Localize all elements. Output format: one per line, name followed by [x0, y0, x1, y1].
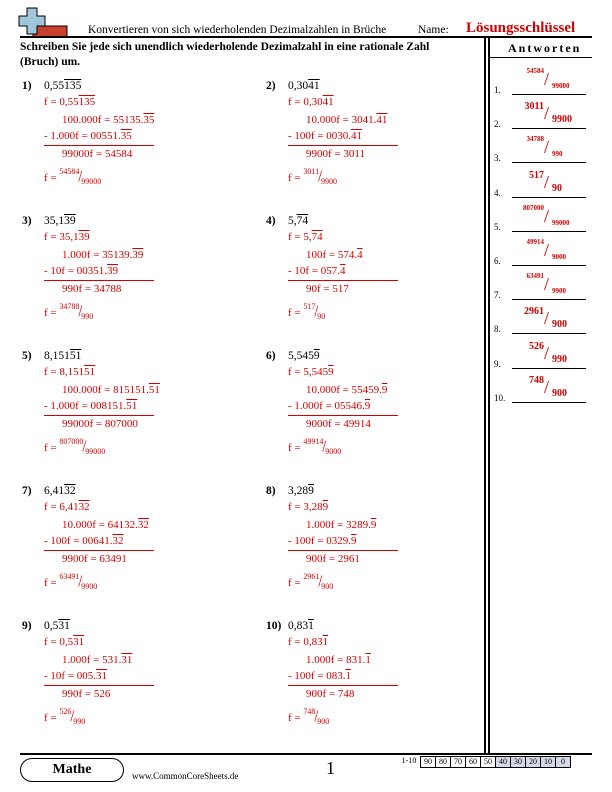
repeating-digits: 1: [322, 636, 329, 648]
step-result: 900f = 2961: [306, 553, 360, 565]
step-fraction: $f = ^{807000}/_{99000}$: [44, 437, 106, 457]
answer-numerator: 3011: [524, 101, 544, 113]
score-cell: 10: [540, 756, 556, 768]
fraction-numerator: 34788: [59, 302, 80, 311]
answer-numerator: 517: [529, 169, 544, 181]
fraction-slash: /: [78, 303, 83, 322]
problem-question: 0,831: [288, 620, 314, 632]
problem-number: 9): [22, 620, 32, 632]
fraction-slash: /: [322, 438, 327, 457]
step-multiply-high: 1.000f = 35139.39: [62, 249, 144, 261]
step-fraction: $f = ^{49914}/_{9000}$: [288, 437, 342, 457]
step-define: f = 0,831: [288, 636, 329, 648]
step-result: 990f = 34788: [62, 283, 122, 295]
answer-1: [492, 63, 592, 97]
step-define: f = 3,289: [288, 501, 329, 513]
problem-1: [22, 80, 242, 205]
score-scale: [398, 756, 571, 768]
fraction-slash: /: [70, 708, 75, 727]
problem-9: [22, 620, 242, 745]
answer-4: [492, 166, 592, 200]
answer-slash: /: [544, 103, 550, 124]
step-multiply-high: 1.000f = 531.31: [62, 654, 133, 666]
answer-number: 3.: [494, 153, 501, 164]
repeating-digits: 1: [365, 654, 371, 666]
answers-heading-rule: [490, 57, 592, 58]
step-define: f = 6,4132: [44, 501, 90, 513]
subtraction-rule: [288, 685, 398, 686]
answer-denominator: 9000: [552, 253, 566, 261]
answer-7: [492, 268, 592, 302]
step-fraction: $f = ^{2961}/_{900}$: [288, 572, 334, 592]
score-cell: 50: [480, 756, 496, 768]
step-multiply-low: - 1.000f = 00551.35: [44, 130, 132, 142]
score-cell: 80: [435, 756, 451, 768]
repeating-digits: 135: [64, 80, 82, 92]
fraction-denominator: 99000: [85, 447, 106, 456]
step-multiply-high: 100f = 574.4: [306, 249, 363, 261]
step-result: 99000f = 54584: [62, 148, 133, 160]
repeating-digits: 9: [364, 400, 371, 412]
answer-slash: /: [544, 205, 550, 226]
answer-6: [492, 234, 592, 268]
problem-number: 8): [266, 485, 276, 497]
answer-number: 4.: [494, 187, 501, 198]
fraction-slash: /: [314, 303, 319, 322]
problem-number: 7): [22, 485, 32, 497]
repeating-digits: 74: [296, 215, 309, 227]
fraction-denominator: 9900: [81, 582, 98, 591]
subtraction-rule: [288, 280, 398, 281]
answer-number: 2.: [494, 119, 501, 130]
repeating-digits: 4: [357, 249, 363, 261]
answer-slash: /: [544, 274, 550, 295]
answer-denominator: 990: [552, 353, 567, 365]
repeating-digits: 32: [64, 485, 76, 497]
problem-question: 0,3041: [288, 80, 320, 92]
fraction-numerator: 526: [59, 707, 72, 716]
step-define: f = 0,531: [44, 636, 85, 648]
answer-denominator: 900: [552, 387, 567, 399]
problem-number: 3): [22, 215, 32, 227]
problem-number: 6): [266, 350, 276, 362]
answer-line: [512, 94, 586, 95]
answer-number: 9.: [494, 358, 501, 369]
repeating-digits: 9: [328, 366, 334, 378]
fraction-slash: /: [78, 168, 83, 187]
repeating-digits: 31: [73, 636, 85, 648]
answer-2: [492, 97, 592, 131]
step-multiply-low: - 10f = 057.4: [288, 265, 346, 277]
step-multiply-low: - 10f = 00351.39: [44, 265, 119, 277]
worksheet-title: Konvertieren von sich wiederholenden Dezimalzahlen in Brüche: [88, 24, 387, 36]
step-multiply-high: 100.000f = 815151.51: [62, 384, 160, 396]
answer-denominator: 9900: [552, 287, 566, 296]
fraction-numerator: 49914: [303, 437, 324, 446]
problem-question: 0,531: [44, 620, 70, 632]
step-fraction: $f = ^{517}/_{90}$: [288, 302, 326, 322]
step-result: 99000f = 807000: [62, 418, 138, 430]
fraction-denominator: 900: [317, 717, 330, 726]
name-label: Name:: [418, 24, 449, 36]
answer-denominator: 99000: [552, 218, 570, 227]
problem-4: [266, 215, 486, 340]
step-fraction: $f = ^{63491}/_{9900}$: [44, 572, 98, 592]
fraction-numerator: 3011: [303, 167, 320, 176]
column-divider-2: [488, 36, 490, 754]
step-define: f = 0,3041: [288, 96, 334, 108]
problem-question: 5,74: [288, 215, 309, 227]
problem-3: [22, 215, 242, 340]
step-multiply-low: - 100f = 0329.9: [288, 535, 357, 547]
fraction-denominator: 990: [81, 312, 94, 321]
step-define: f = 5,5459: [288, 366, 334, 378]
repeating-digits: 1: [308, 620, 314, 632]
repeating-digits: 32: [112, 535, 124, 547]
answer-slash: /: [544, 308, 550, 329]
step-define: f = 8,15151: [44, 366, 96, 378]
step-multiply-high: 100.000f = 55135.35: [62, 114, 155, 126]
answer-slash: /: [544, 240, 550, 260]
answer-number: 6.: [494, 256, 501, 266]
fraction-numerator: 54584: [59, 167, 80, 176]
answer-10: [492, 371, 592, 405]
repeating-digits: 39: [64, 215, 76, 227]
repeating-digits: 1: [345, 670, 352, 682]
answer-number: 8.: [494, 324, 501, 335]
problem-question: 3,289: [288, 485, 314, 497]
repeating-digits: 51: [126, 400, 138, 412]
step-define: f = 5,74: [288, 231, 323, 243]
problem-question: 0,55135: [44, 80, 82, 92]
problem-question: 35,139: [44, 215, 76, 227]
answer-numerator: 54584: [526, 67, 544, 75]
repeating-digits: 35: [143, 114, 155, 126]
fraction-denominator: 9900: [320, 177, 337, 186]
step-result: 990f = 526: [62, 688, 111, 700]
header-rule: [20, 36, 592, 38]
repeating-digits: 9: [308, 485, 314, 497]
answer-number: 7.: [494, 290, 501, 301]
answer-slash: /: [544, 137, 550, 158]
step-multiply-high: 10.000f = 55459.9: [306, 384, 388, 396]
subtraction-rule: [44, 685, 154, 686]
fraction-denominator: 90: [317, 312, 326, 321]
subtraction-rule: [44, 280, 154, 281]
score-cell: 40: [495, 756, 511, 768]
logo-plus-icon: [17, 6, 69, 38]
answer-numerator: 49914: [526, 238, 544, 246]
step-fraction: $f = ^{526}/_{990}$: [44, 707, 86, 727]
subtraction-rule: [44, 415, 154, 416]
score-cell: 90: [420, 756, 436, 768]
fraction-numerator: 748: [303, 707, 316, 716]
score-cell: 30: [510, 756, 526, 768]
step-multiply-high: 10.000f = 64132.32: [62, 519, 149, 531]
footer-rule: [20, 753, 592, 755]
repeating-digits: 9: [351, 535, 357, 547]
problem-question: 5,5459: [288, 350, 320, 362]
fraction-denominator: 990: [73, 717, 86, 726]
repeating-digits: 41: [351, 130, 363, 142]
step-result: 900f = 748: [306, 688, 355, 700]
step-result: 90f = 517: [306, 283, 349, 295]
step-multiply-low: - 100f = 00641.32: [44, 535, 124, 547]
repeating-digits: 9: [322, 501, 329, 513]
repeating-digits: 39: [107, 265, 119, 277]
problem-6: [266, 350, 486, 475]
repeating-digits: 9: [381, 384, 388, 396]
repeating-digits: 32: [137, 519, 149, 531]
subject-badge: Mathe: [20, 758, 124, 782]
problem-question: 6,4132: [44, 485, 76, 497]
step-fraction: $f = ^{3011}/_{9900}$: [288, 167, 337, 187]
step-multiply-low: - 1.000f = 008151.51: [44, 400, 138, 412]
repeating-digits: 51: [84, 366, 96, 378]
subtraction-rule: [288, 145, 398, 146]
step-result: 9000f = 49914: [306, 418, 371, 430]
score-cell: 20: [525, 756, 541, 768]
repeating-digits: 31: [121, 654, 133, 666]
answer-9: [492, 337, 592, 371]
answer-line: [512, 402, 586, 403]
repeating-digits: 9: [313, 350, 320, 362]
problem-number: 5): [22, 350, 32, 362]
step-multiply-high: 10.000f = 3041.41: [306, 114, 388, 126]
fraction-slash: /: [82, 438, 87, 457]
repeating-digits: 39: [132, 249, 144, 261]
fraction-denominator: 9000: [325, 447, 342, 456]
step-result: 9900f = 63491: [62, 553, 127, 565]
problem-question: 8,15151: [44, 350, 82, 362]
repeating-digits: 41: [376, 114, 388, 126]
repeating-digits: 31: [96, 670, 108, 682]
page-number: 1: [326, 758, 335, 778]
answer-denominator: 9900: [552, 114, 572, 126]
answer-slash: /: [544, 69, 550, 89]
step-multiply-low: - 1.000f = 05546.9: [288, 400, 371, 412]
subtraction-rule: [288, 415, 398, 416]
problem-8: [266, 485, 486, 610]
repeating-digits: 51: [69, 350, 82, 362]
repeating-digits: 74: [311, 231, 323, 243]
answer-denominator: 990: [552, 150, 563, 159]
step-define: f = 0,55135: [44, 96, 96, 108]
site-url[interactable]: www.CommonCoreSheets.de: [132, 771, 239, 781]
answer-number: 1.: [494, 85, 501, 95]
answer-line: [512, 333, 586, 334]
answer-numerator: 34788: [526, 135, 544, 144]
fraction-slash: /: [318, 573, 323, 592]
score-cell: 0: [555, 756, 571, 768]
step-fraction: $f = ^{748}/_{900}$: [288, 707, 330, 727]
repeating-digits: 31: [58, 620, 70, 632]
answers-heading: Antworten: [508, 41, 582, 55]
answer-line: [512, 128, 586, 129]
answer-key-label: Lösungsschlüssel: [466, 20, 576, 36]
fraction-slash: /: [78, 573, 83, 592]
repeating-digits: 9: [370, 519, 377, 531]
repeating-digits: 41: [308, 80, 320, 92]
step-result: 9900f = 3011: [306, 148, 365, 160]
step-multiply-low: - 100f = 0030.41: [288, 130, 363, 142]
problem-2: [266, 80, 486, 205]
answer-8: [492, 302, 592, 336]
subtraction-rule: [44, 550, 154, 551]
answer-number: 5.: [494, 221, 501, 232]
answer-line: [512, 197, 586, 198]
answer-line: [512, 299, 586, 300]
answer-line: [512, 265, 586, 266]
fraction-numerator: 2961: [303, 572, 320, 581]
repeating-digits: 135: [78, 96, 96, 108]
answer-numerator: 526: [529, 340, 544, 352]
answer-denominator: 90: [552, 182, 562, 194]
problem-number: 2): [266, 80, 276, 92]
answer-slash: /: [544, 342, 550, 363]
step-multiply-low: - 10f = 005.31: [44, 670, 108, 682]
fraction-slash: /: [314, 708, 319, 727]
fraction-numerator: 807000: [59, 437, 84, 446]
problem-7: [22, 485, 242, 610]
step-multiply-low: - 100f = 083.1: [288, 670, 352, 682]
subtraction-rule: [288, 550, 398, 551]
repeating-digits: 4: [340, 265, 346, 277]
repeating-digits: 39: [78, 231, 90, 243]
score-scale-label: 1-10: [401, 756, 417, 765]
repeating-digits: 35: [120, 130, 132, 142]
answer-line: [512, 368, 586, 369]
answer-denominator: 99000: [552, 82, 570, 90]
answer-number: 10.: [494, 392, 506, 403]
answer-numerator: 748: [529, 374, 544, 386]
fraction-denominator: 99000: [81, 177, 102, 186]
answer-3: [492, 131, 592, 165]
step-multiply-high: 1.000f = 831.1: [306, 654, 371, 666]
answer-numerator: 807000: [523, 203, 544, 212]
answer-5: [492, 200, 592, 234]
repeating-digits: 32: [78, 501, 90, 513]
problem-number: 4): [266, 215, 276, 227]
answer-line: [512, 162, 586, 163]
problem-number: 10): [266, 620, 282, 632]
step-multiply-high: 1.000f = 3289.9: [306, 519, 377, 531]
answer-numerator: 63491: [526, 272, 544, 281]
step-define: f = 35,139: [44, 231, 90, 243]
repeating-digits: 51: [148, 384, 160, 396]
answer-numerator: 2961: [524, 306, 544, 318]
score-cell: 70: [450, 756, 466, 768]
answer-denominator: 900: [552, 319, 567, 331]
problem-5: [22, 350, 242, 475]
step-fraction: $f = ^{34788}/_{990}$: [44, 302, 94, 322]
fraction-denominator: 900: [321, 582, 334, 591]
step-fraction: $f = ^{54584}/_{99000}$: [44, 167, 102, 187]
answer-slash: /: [544, 376, 550, 397]
fraction-numerator: 63491: [59, 572, 80, 581]
repeating-digits: 41: [322, 96, 334, 108]
answer-slash: /: [544, 171, 550, 192]
problem-10: [266, 620, 486, 745]
fraction-numerator: 517: [303, 302, 316, 311]
score-cell: 60: [465, 756, 481, 768]
instructions: Schreiben Sie jede sich unendlich wiederholende Dezimalzahl in eine rationale Zahl (Bruch) um.: [20, 41, 430, 68]
fraction-slash: /: [318, 168, 322, 187]
answer-line: [512, 231, 586, 232]
subtraction-rule: [44, 145, 154, 146]
problem-number: 1): [22, 80, 32, 92]
